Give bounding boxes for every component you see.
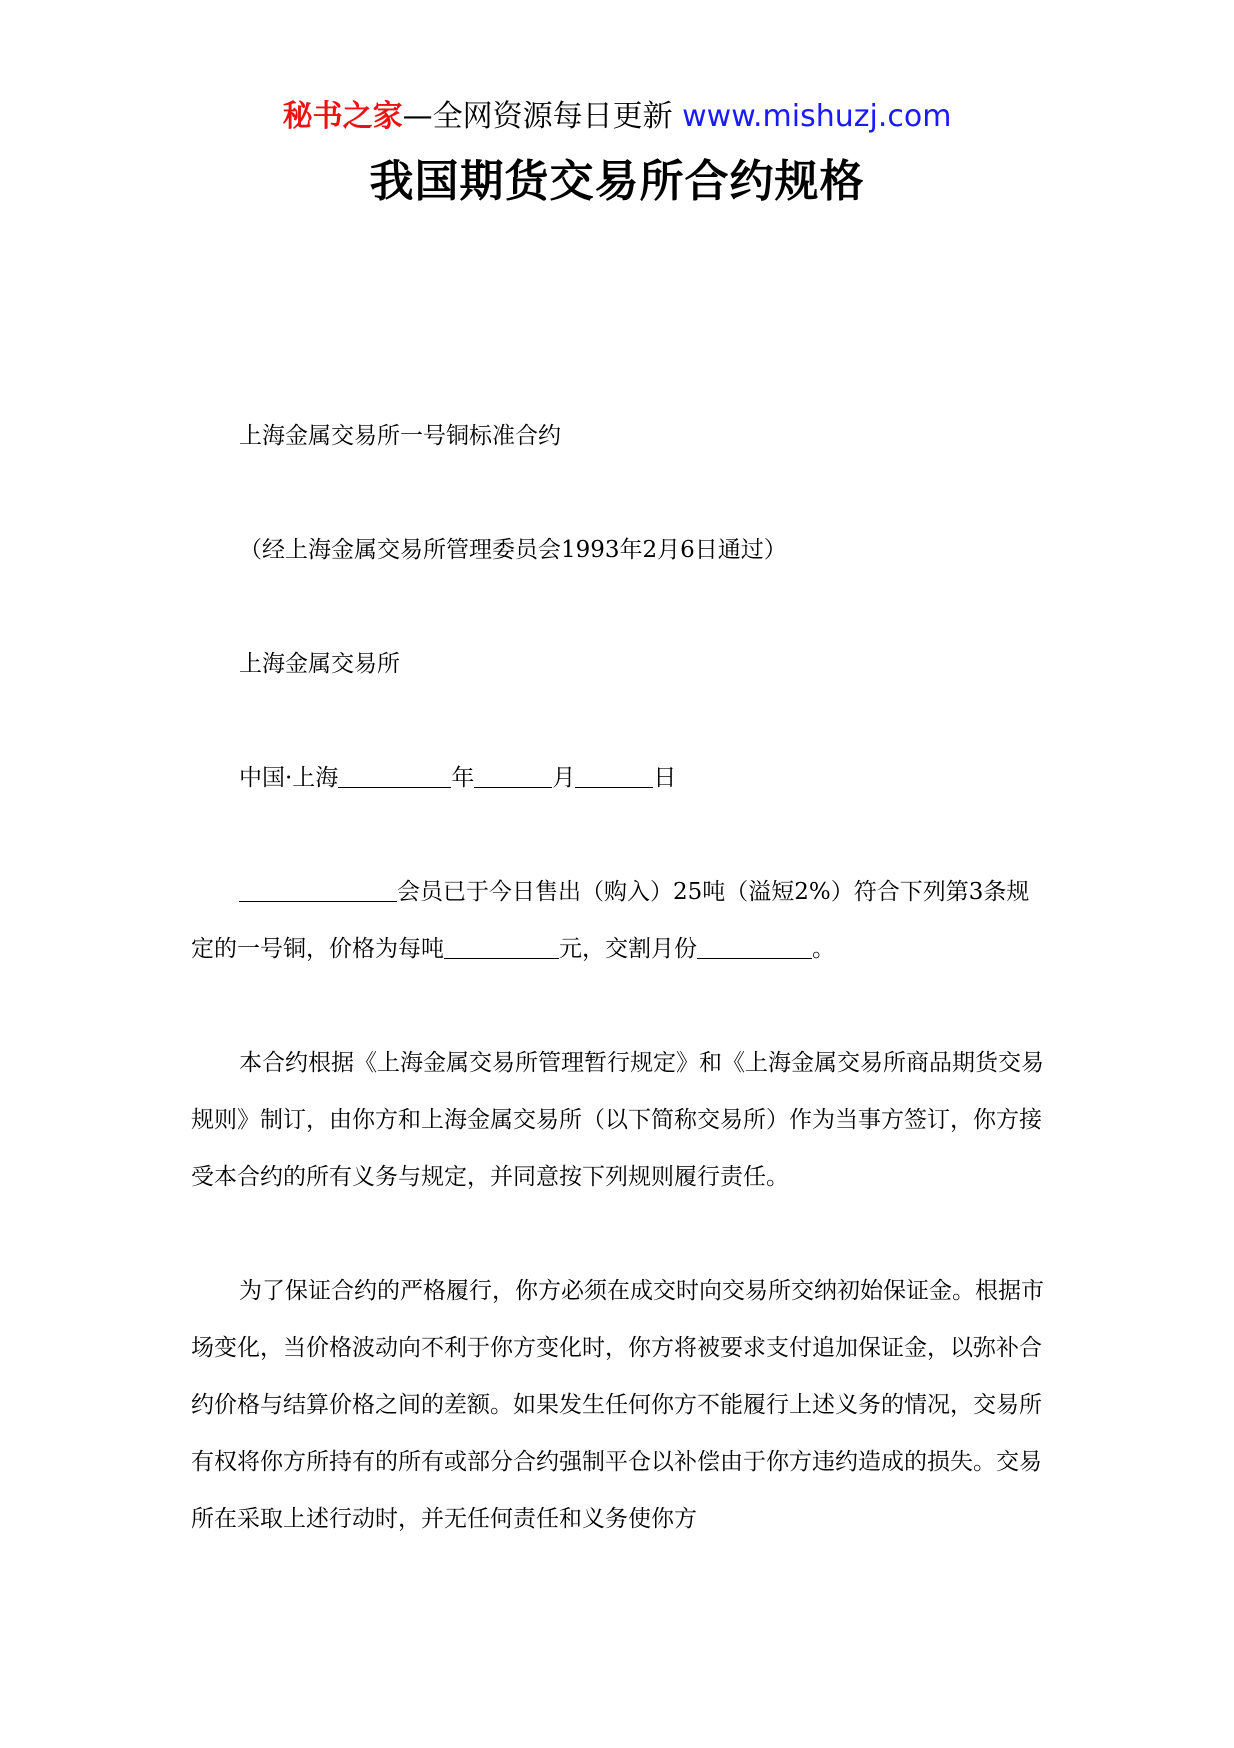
member-clause	[191, 864, 1044, 978]
contract-name: 上海金属交易所一号铜标准合约	[239, 423, 561, 449]
member-blank	[239, 878, 397, 902]
brand-name: 秘书之家	[282, 99, 403, 134]
month-label: 月	[552, 765, 576, 791]
date-place: 中国·上海	[239, 765, 339, 791]
member-clause-text: 会员已于今日售出（购入）25吨（溢短2%）符合下列第3条规定的一号铜，价格为每吨	[191, 879, 1030, 962]
exchange-name: 上海金属交易所	[239, 651, 400, 677]
member-clause-text-2: 元，交割月份	[559, 936, 697, 962]
price-blank	[444, 935, 559, 959]
basis-paragraph: 本合约根据《上海金属交易所管理暂行规定》和《上海金属交易所商品期货交易规则》制订，由你方和上海金属交易所（以下简称交易所）作为当事方签订，你方接受本合约的所有义务与规定，并同意按下列规则履行责任。	[191, 1050, 1044, 1190]
document-title: 我国期货交易所合约规格	[369, 156, 865, 207]
day-blank	[575, 764, 653, 788]
member-clause-end: 。	[812, 936, 835, 962]
margin-paragraph: 为了保证合约的严格履行，你方必须在成交时向交易所交纳初始保证金。根据市场变化，当价格波动向不利于你方变化时，你方将被要求支付追加保证金，以弥补合约价格与结算价格之间的差额。如果发生任何你方不能履行上述义务的情况，交易所有权将你方所持有的所有或部分合约强制平仓以补偿由于你方违约造成的损失。交易所在采取上述行动时，并无任何责任和义务使你方	[191, 1278, 1044, 1532]
site-url-link[interactable]: www.mishuzj.com	[682, 99, 952, 134]
header-slogan: —全网资源每日更新	[402, 99, 673, 134]
date-line	[191, 750, 1044, 807]
day-label: 日	[653, 765, 677, 791]
month-blank	[474, 764, 552, 788]
site-header	[0, 96, 1234, 138]
approval-note: （经上海金属交易所管理委员会1993年2月6日通过）	[239, 537, 787, 563]
delivery-month-blank	[697, 935, 812, 959]
year-label: 年	[451, 765, 475, 791]
year-blank	[338, 764, 451, 788]
